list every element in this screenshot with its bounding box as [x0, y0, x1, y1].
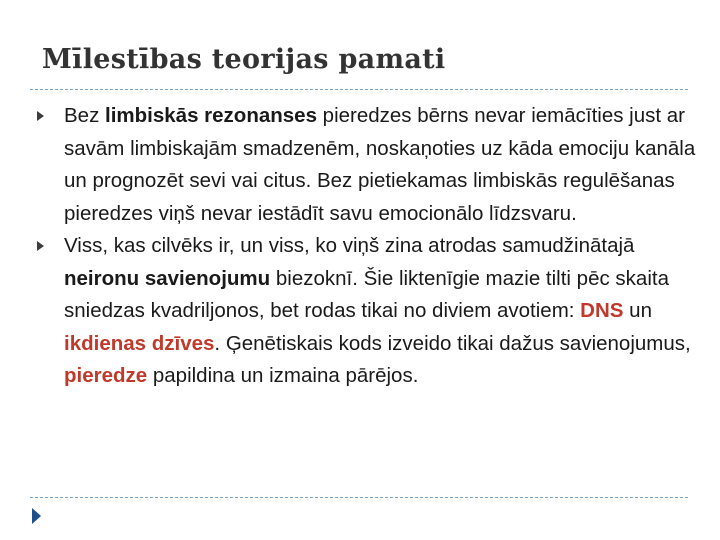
text-segment: biezoknī. Šie liktenīgie mazie tilti pēc skaita sniedzas kvadriljonos, bet rodas tikai no diviem avotiem:: [64, 266, 669, 322]
text-segment: Bez: [64, 104, 106, 127]
triangle-right-icon: [32, 508, 41, 524]
bold-term: neironu savienojumu: [64, 266, 271, 290]
bullet-list: [36, 100, 696, 393]
title-divider: [30, 89, 688, 90]
slide-title: Mīlestības teorijas pamati: [42, 44, 446, 75]
triangle-right-icon: [37, 111, 44, 121]
bold-term: limbiskās rezonanses: [105, 104, 317, 127]
highlight-term: pieredze: [64, 364, 148, 387]
triangle-right-icon: [37, 241, 44, 251]
bullet-item: [36, 100, 696, 230]
text-segment: . Ģenētiskais kods izveido tikai dažus savienojumus,: [214, 331, 691, 355]
text-segment: Viss, kas cilvēks ir, un viss, ko viņš zina atrodas samudžinātajā: [64, 234, 635, 257]
text-segment: un: [623, 299, 652, 322]
bullet-text: [64, 234, 691, 387]
highlight-term: DNS: [580, 299, 624, 322]
bullet-text: [64, 104, 695, 225]
text-segment: papildina un izmaina pārējos.: [147, 364, 419, 387]
text-segment: pieredzes bērns nevar iemācīties just ar savām limbiskajām smadzenēm, noskaņoties uz kāda emociju kanāla un prognozēt sevi vai citus. Bez pietiekamas limbiskās regulēšanas pieredzes viņš nevar iestādīt savu emocionālo līdzsvaru.: [64, 104, 696, 225]
bullet-item: [36, 230, 696, 393]
footer-divider: [30, 497, 688, 498]
highlight-term: ikdienas dzīves: [64, 331, 215, 355]
